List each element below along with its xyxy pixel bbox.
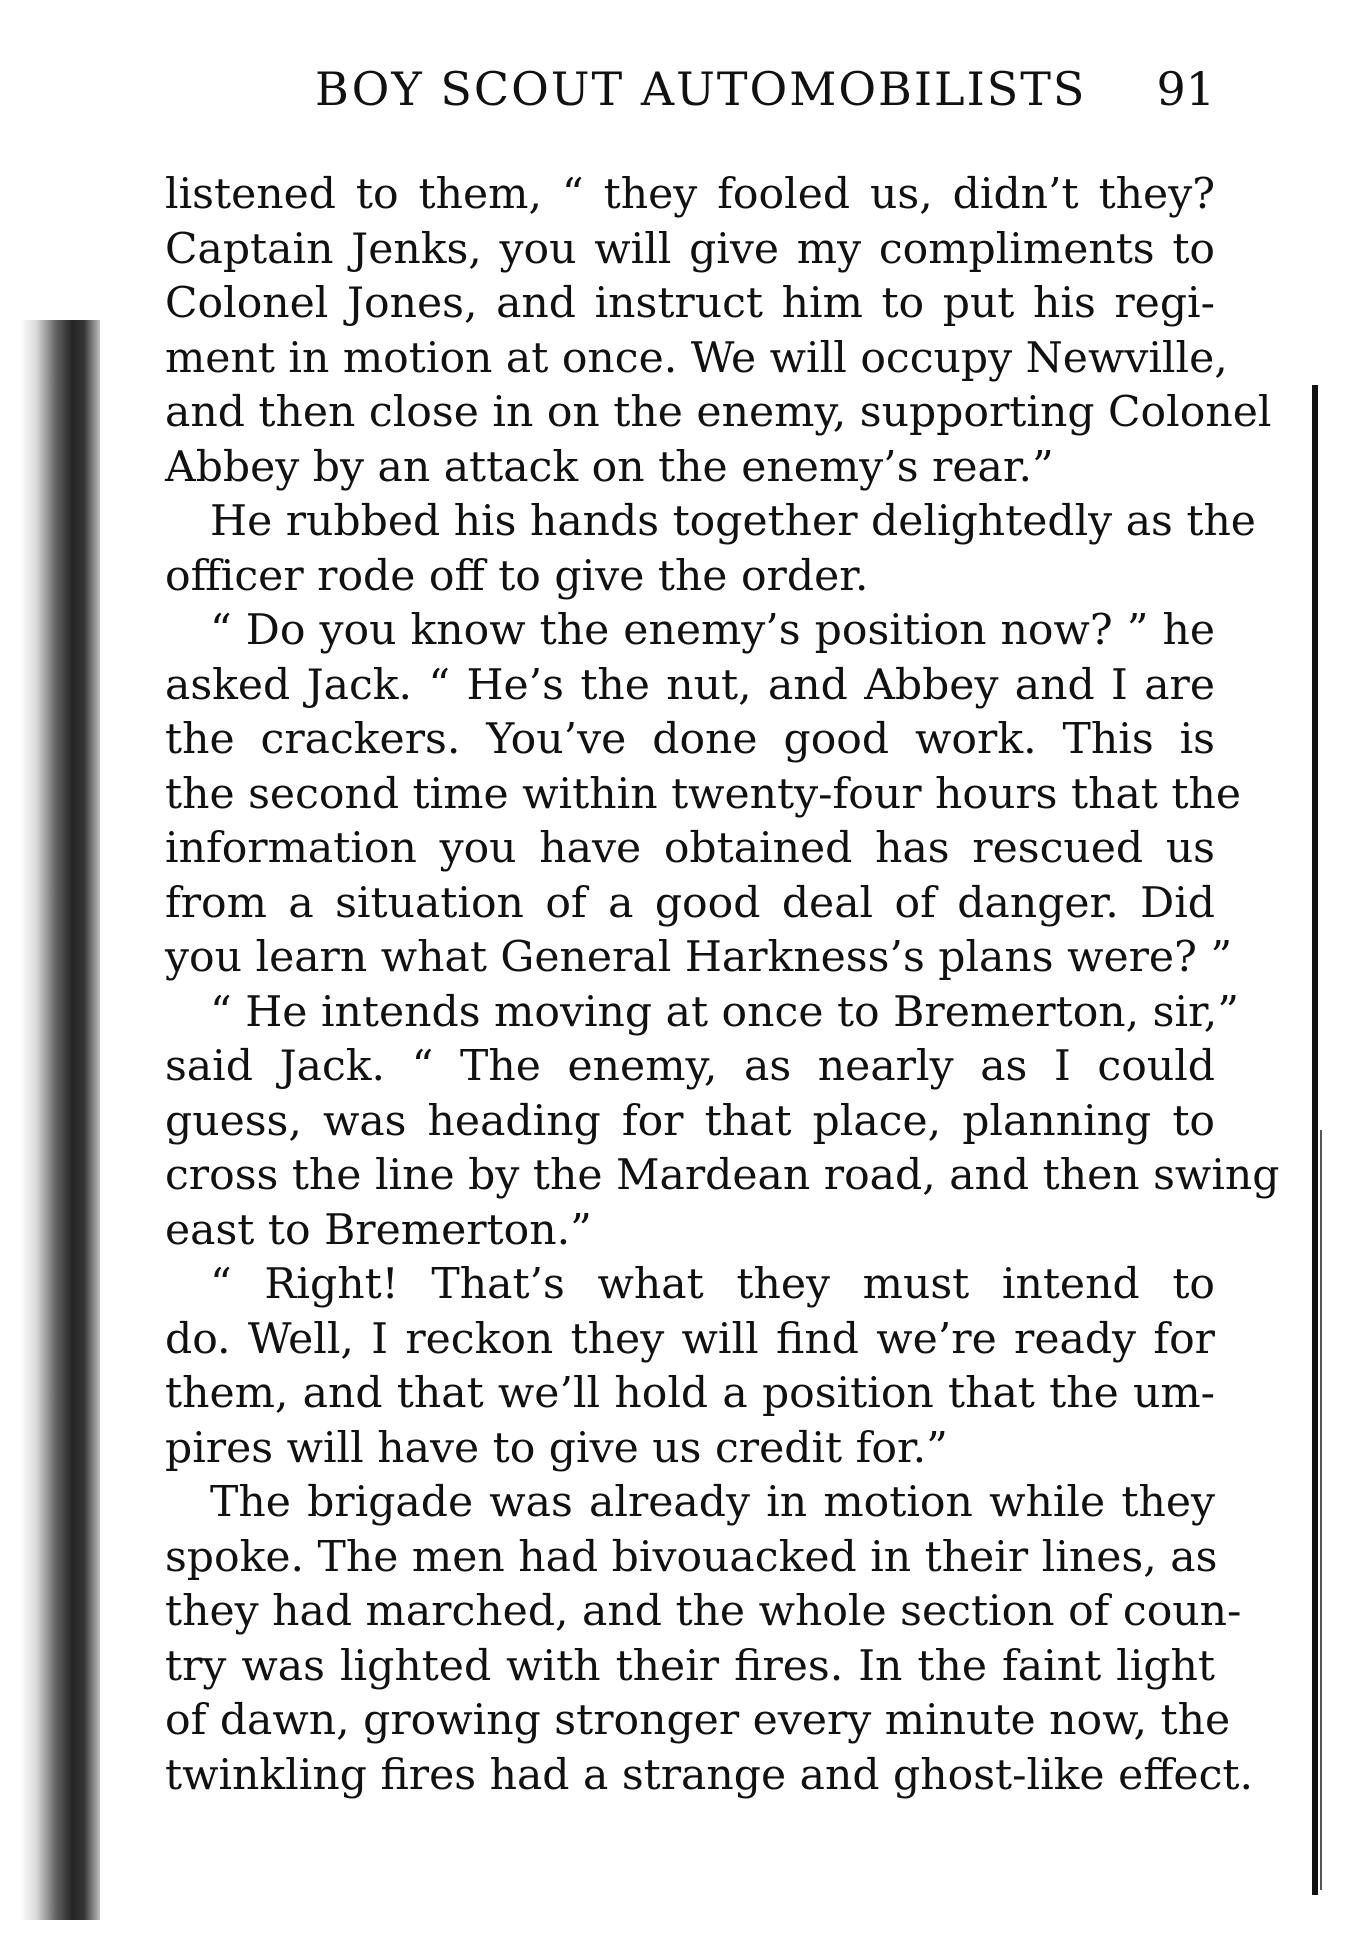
text-line: twinkling fires had a strange and ghost-like effect. — [165, 1750, 1253, 1800]
text-line: and then close in on the enemy, supporting Colonel — [165, 388, 1272, 437]
text-line: the second time within twenty-four hours that the — [165, 769, 1241, 819]
text-line: them, and that we’ll hold a position that the um- — [165, 1369, 1215, 1418]
text-line: listened to them, “ they fooled us, didn’t they? — [165, 170, 1215, 219]
page-edge-shadow — [20, 320, 100, 1920]
text-line: information you have obtained has rescued us — [165, 824, 1215, 873]
text-line: officer rode off to give the order. — [165, 551, 869, 601]
running-title: BOY SCOUT AUTOMOBILISTS — [315, 62, 1087, 116]
page-header — [315, 62, 1215, 132]
text-line: Captain Jenks, you will give my compliments to — [165, 224, 1215, 274]
page-number: 91 — [1156, 62, 1215, 116]
text-line: the crackers. You’ve done good work. This is — [165, 715, 1215, 764]
text-line: they had marched, and the whole section of coun- — [165, 1587, 1242, 1636]
text-line: of dawn, growing stronger every minute now, the — [165, 1696, 1231, 1745]
text-line: guess, was heading for that place, planning to — [165, 1096, 1215, 1146]
text-line: try was lighted with their fires. In the faint light — [165, 1641, 1215, 1691]
text-line: east to Bremerton.” — [165, 1205, 592, 1255]
text-line: “ Right! That’s what they must intend to — [210, 1260, 1215, 1309]
text-line: “ Do you know the enemy’s position now? ” he — [210, 606, 1215, 655]
text-line: from a situation of a good deal of danger. Did — [165, 878, 1215, 928]
page-edge-line-thin — [1320, 1130, 1322, 1890]
text-line: ment in motion at once. We will occupy Newville, — [165, 333, 1228, 383]
text-line: Abbey by an attack on the enemy’s rear.” — [165, 442, 1054, 492]
page-edge-line — [1312, 385, 1318, 1895]
text-line: The brigade was already in motion while they — [210, 1478, 1215, 1527]
text-line: Colonel Jones, and instruct him to put his regi- — [165, 279, 1215, 328]
text-line: cross the line by the Mardean road, and then swing — [165, 1151, 1280, 1200]
text-line: He rubbed his hands together delightedly as the — [210, 497, 1256, 546]
text-line: do. Well, I reckon they will find we’re ready for — [165, 1314, 1215, 1364]
text-line: said Jack. “ The enemy, as nearly as I could — [165, 1042, 1215, 1091]
text-line: asked Jack. “ He’s the nut, and Abbey and I are — [165, 660, 1215, 710]
text-line: spoke. The men had bivouacked in their lines, as — [165, 1532, 1218, 1582]
text-line: you learn what General Harkness’s plans were? ” — [165, 933, 1233, 982]
text-line: “ He intends moving at once to Bremerton, sir,” — [210, 987, 1239, 1037]
text-line: pires will have to give us credit for.” — [165, 1423, 948, 1473]
body-text — [165, 168, 1280, 1803]
